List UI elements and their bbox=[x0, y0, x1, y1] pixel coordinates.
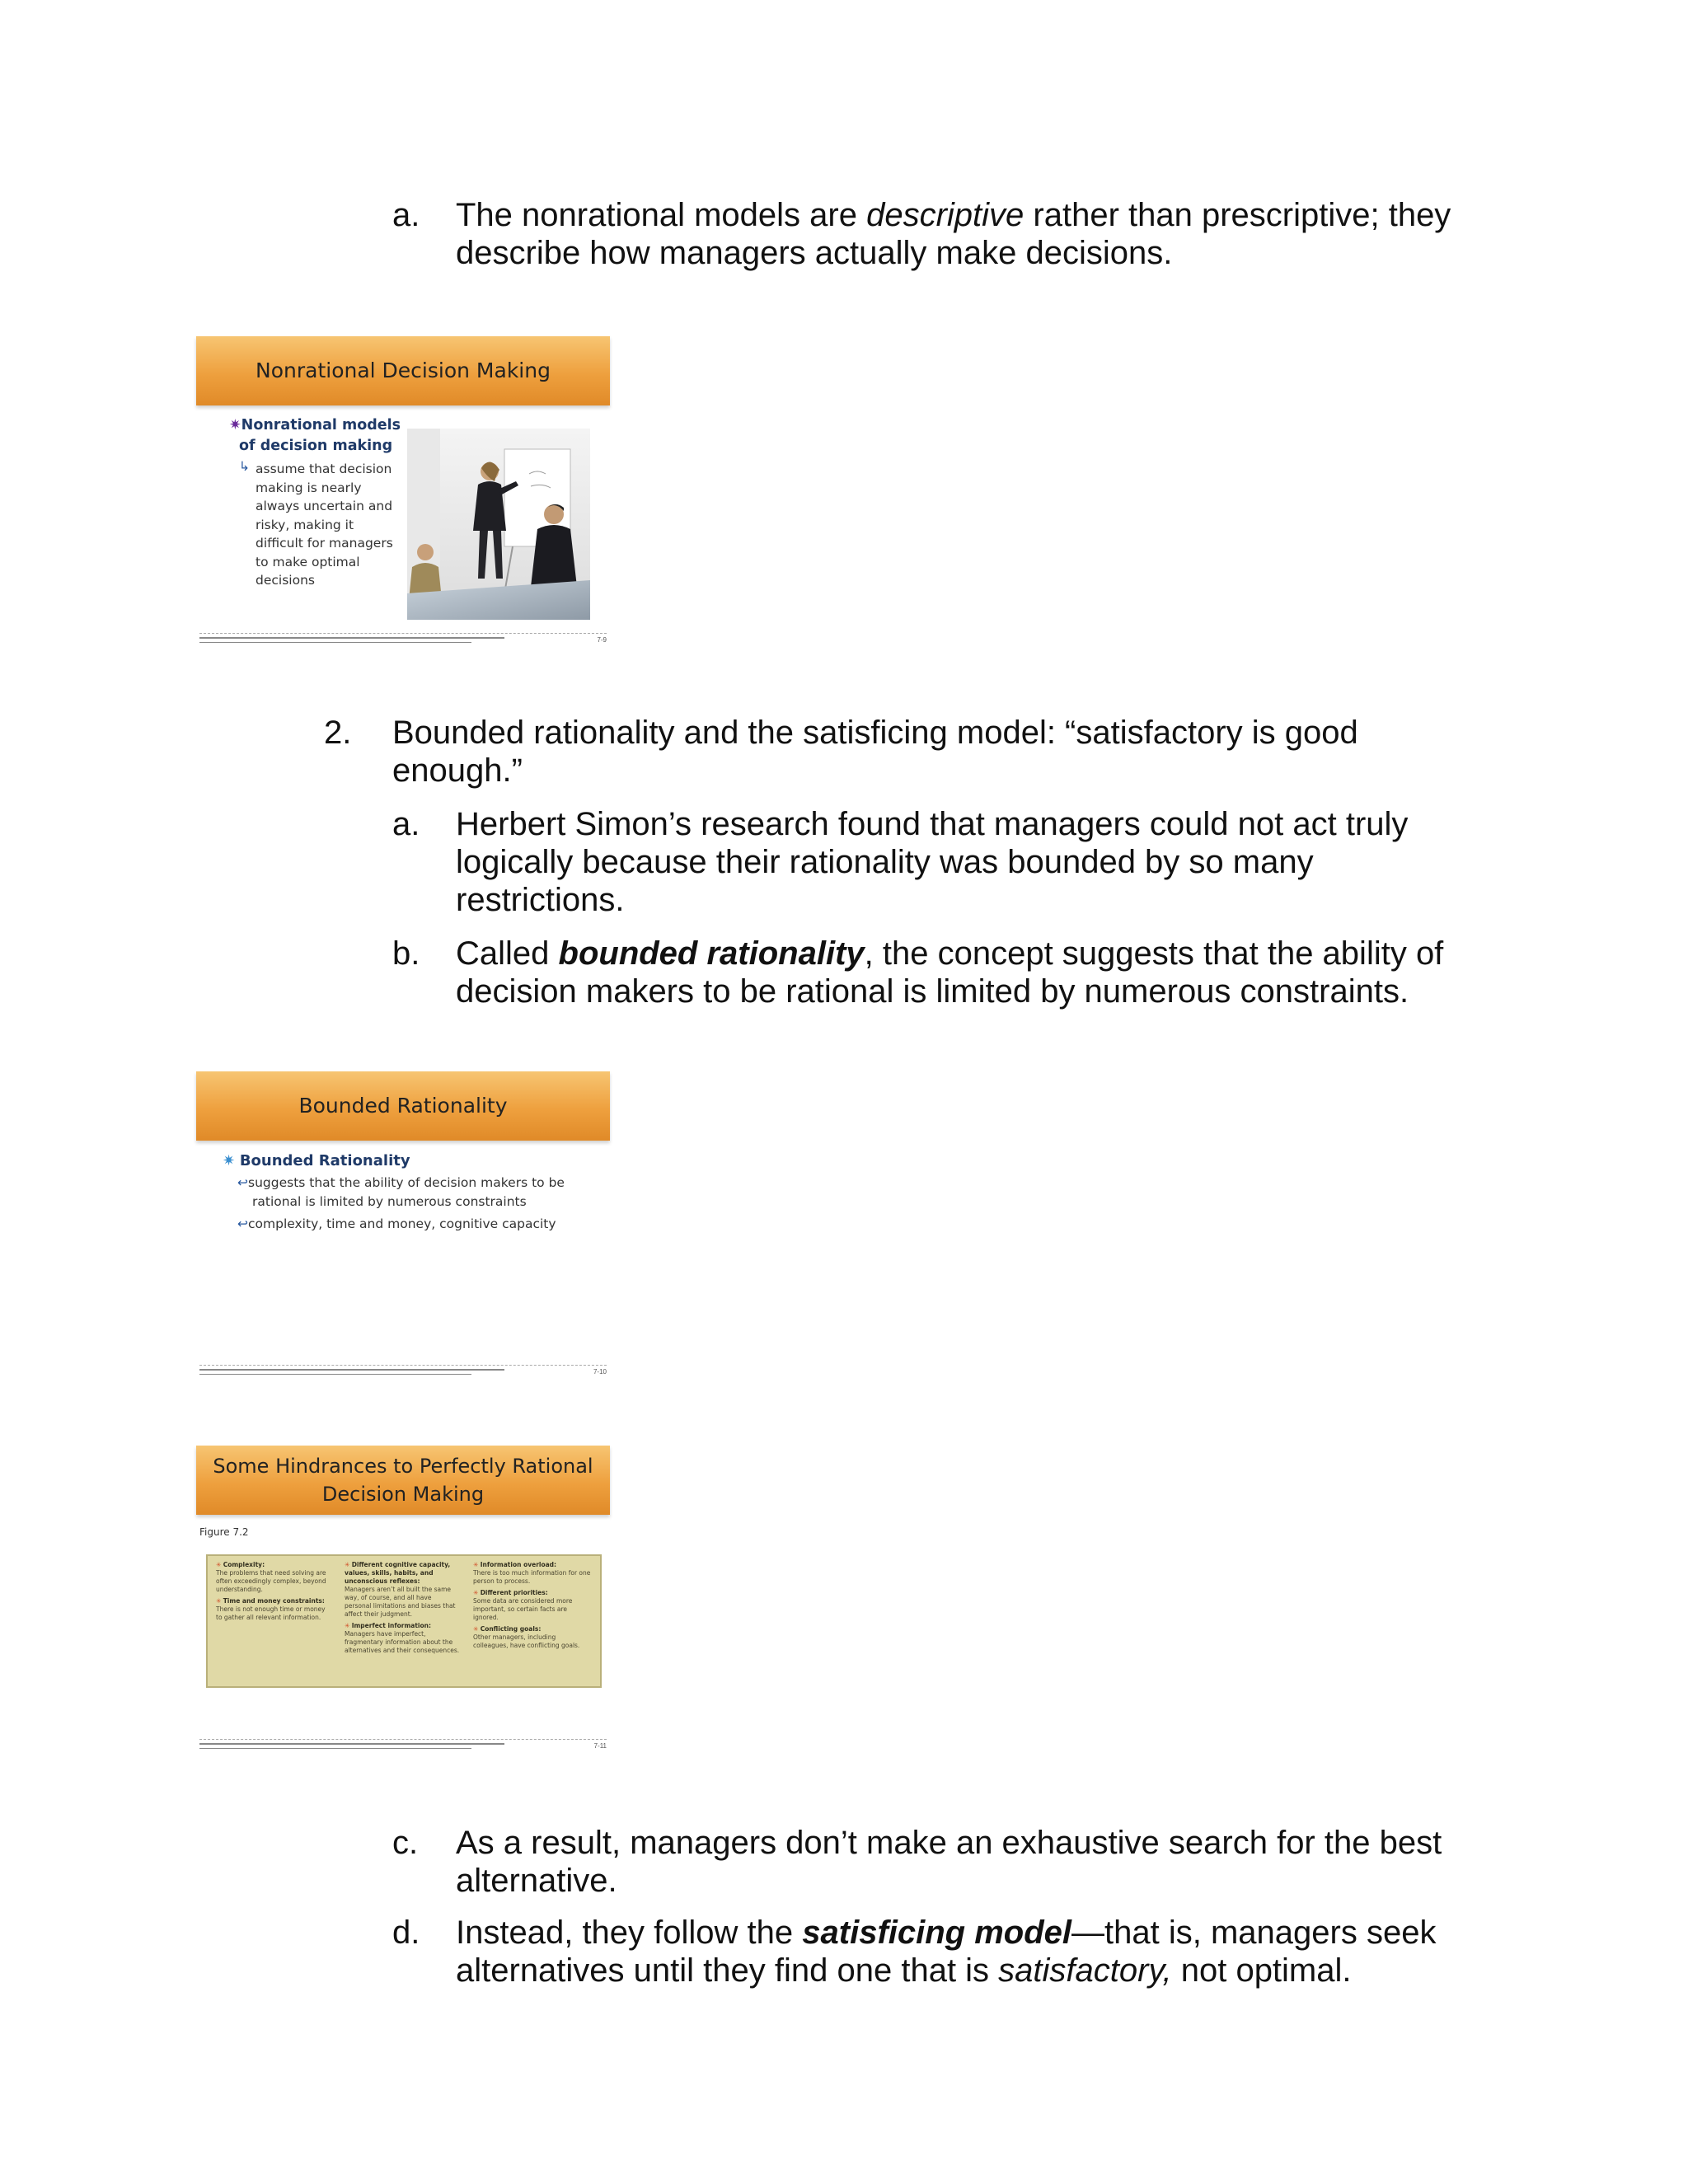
hook-bullet-icon: ↩ bbox=[237, 1175, 248, 1190]
section2-b-line1 bbox=[456, 935, 1443, 972]
meeting-photo bbox=[407, 429, 590, 620]
section2-line2: enough.” bbox=[392, 752, 523, 789]
bottom-c-line1: As a result, managers don’t make an exhaustive search for the best bbox=[456, 1825, 1442, 1861]
figure-item-text: Some data are considered more important, so certain facts are ignored. bbox=[473, 1597, 573, 1621]
list-marker-b: b. bbox=[392, 935, 420, 972]
sub-line: difficult for managers bbox=[256, 536, 393, 551]
sub-line: making is nearly bbox=[256, 480, 362, 495]
figure-item-head: Conflicting goals: bbox=[480, 1625, 542, 1633]
term-satisficing-model: satisficing model bbox=[802, 1915, 1072, 1951]
sub-line: always uncertain and bbox=[256, 499, 393, 513]
sub-line: complexity, time and money, cognitive capacity bbox=[248, 1216, 556, 1231]
text-segment: not optimal. bbox=[1171, 1952, 1352, 1989]
hook-bullet-icon: ↩ bbox=[237, 1216, 248, 1231]
section2-b-line2: decision makers to be rational is limited by numerous constraints. bbox=[456, 973, 1409, 1010]
section2-line1: Bounded rationality and the satisficing model: “satisfactory is good bbox=[392, 715, 1358, 751]
list-marker-d: d. bbox=[392, 1915, 420, 1951]
slide-footer bbox=[199, 633, 607, 647]
slide-bullet bbox=[229, 415, 401, 457]
figure-item-head: Information overload: bbox=[480, 1561, 557, 1568]
slide-nonrational-decision-making bbox=[196, 336, 610, 649]
figure-item-text: There is not enough time or money to gather all relevant information. bbox=[216, 1605, 326, 1621]
sub-line: suggests that the ability of decision makers to be bbox=[248, 1175, 565, 1190]
text-segment: alternatives until they find one that is bbox=[456, 1952, 999, 1989]
figure-item-text: Other managers, including colleagues, have conflicting goals. bbox=[473, 1633, 580, 1649]
bottom-d-line2 bbox=[456, 1952, 1352, 1990]
figure-item-head: Imperfect information: bbox=[351, 1622, 431, 1629]
figure-item-text: Managers have imperfect, fragmentary information about the alternatives and their consequences. bbox=[345, 1630, 460, 1654]
figure-column-1: ✳ Complexity: The problems that need solving are often exceedingly complex, beyond understanding. ✳ Time and money constraints: There is not enough time or money to gather all relevant information. bbox=[216, 1561, 331, 1622]
figure-item-head: Different priorities: bbox=[480, 1589, 548, 1596]
bullet-title-line1: Nonrational models bbox=[241, 417, 401, 434]
slide-title bbox=[196, 1446, 610, 1515]
figure-item-text: The problems that need solving are often exceedingly complex, beyond understanding. bbox=[216, 1569, 326, 1593]
section2-a-line3: restrictions. bbox=[456, 882, 625, 918]
paragraph-a-line1 bbox=[456, 196, 1451, 234]
slide-page-number: 7-10 bbox=[593, 1368, 607, 1376]
slide-bounded-rationality bbox=[196, 1071, 610, 1385]
figure-box bbox=[206, 1554, 602, 1688]
text-segment: Called bbox=[456, 935, 559, 972]
sub-line: risky, making it bbox=[256, 517, 354, 532]
text-segment: , the concept suggests that the ability of bbox=[864, 935, 1444, 972]
slide-hindrances bbox=[196, 1446, 610, 1759]
slide-title-line1: Some Hindrances to Perfectly Rational bbox=[213, 1455, 593, 1478]
list-marker-2: 2. bbox=[324, 715, 352, 751]
figure-label: Figure 7.2 bbox=[199, 1526, 249, 1538]
figure-column-2: ✳ Different cognitive capacity, values, skills, habits, and unconscious reflexes: Managers aren’t all built the same way, of course, and all have personal limitations and biases that affect their judgment. ✳ Imperfect information: Managers have imperfect, fragmentary information about the alternatives and their consequences. bbox=[345, 1561, 460, 1654]
text-segment: rather than prescriptive; they bbox=[1024, 197, 1451, 233]
slide-bullet bbox=[223, 1151, 410, 1172]
section2-a-line2: logically because their rationality was bounded by so many bbox=[456, 844, 1314, 880]
slide-page-number: 7-9 bbox=[597, 636, 607, 644]
emphasis-satisfactory: satisfactory, bbox=[998, 1952, 1172, 1989]
text-segment: —that is, managers seek bbox=[1071, 1915, 1437, 1951]
list-marker-c: c. bbox=[392, 1825, 419, 1861]
list-marker-a: a. bbox=[392, 197, 420, 233]
slide-title: Bounded Rationality bbox=[196, 1071, 610, 1141]
slide-footer bbox=[199, 1365, 607, 1379]
slide-sub-bullets bbox=[237, 1174, 565, 1234]
sub-line: rational is limited by numerous constraints bbox=[252, 1194, 527, 1209]
sub-line: assume that decision bbox=[256, 462, 392, 476]
figure-column-3: ✳ Information overload: There is too much information for one person to process. ✳ Different priorities: Some data are considered more important, so certain facts are ignored. ✳ Conflicting goals: Other managers, including colleagues, have conflicting goals. bbox=[473, 1561, 593, 1650]
sub-line: decisions bbox=[256, 573, 315, 588]
slide-footer bbox=[199, 1739, 607, 1753]
bottom-d-line1 bbox=[456, 1914, 1436, 1952]
bullet-title: Bounded Rationality bbox=[239, 1152, 410, 1169]
text-segment: The nonrational models are bbox=[456, 197, 867, 233]
list-marker-a: a. bbox=[392, 806, 420, 842]
figure-item-text: Managers aren’t all built the same way, of course, and all have personal limitations and biases that affect their judgment. bbox=[345, 1586, 456, 1618]
star-bullet-icon: ✷ bbox=[229, 417, 241, 434]
section2-a-line1: Herbert Simon’s research found that managers could not act truly bbox=[456, 806, 1409, 842]
figure-item-head: Complexity: bbox=[223, 1561, 265, 1568]
figure-item-text: There is too much information for one person to process. bbox=[473, 1569, 591, 1585]
figure-item-head: Different cognitive capacity, values, skills, habits, and unconscious reflexes: bbox=[345, 1561, 451, 1585]
text-segment: Instead, they follow the bbox=[456, 1915, 803, 1951]
figure-item-head: Time and money constraints: bbox=[223, 1597, 325, 1605]
paragraph-a-line2: describe how managers actually make decisions. bbox=[456, 235, 1173, 271]
slide-title-line2: Decision Making bbox=[321, 1483, 485, 1506]
term-bounded-rationality: bounded rationality bbox=[558, 935, 865, 972]
bottom-c-line2: alternative. bbox=[456, 1863, 617, 1899]
emphasis-descriptive: descriptive bbox=[866, 197, 1025, 233]
sub-line: to make optimal bbox=[256, 554, 360, 569]
bullet-title-line2: of decision making bbox=[239, 438, 393, 454]
star-bullet-icon: ✷ bbox=[223, 1152, 236, 1169]
hook-bullet-icon: ↳ bbox=[239, 459, 250, 474]
slide-title: Nonrational Decision Making bbox=[196, 336, 610, 405]
slide-sub-bullet bbox=[239, 460, 393, 590]
slide-page-number: 7-11 bbox=[593, 1742, 607, 1750]
